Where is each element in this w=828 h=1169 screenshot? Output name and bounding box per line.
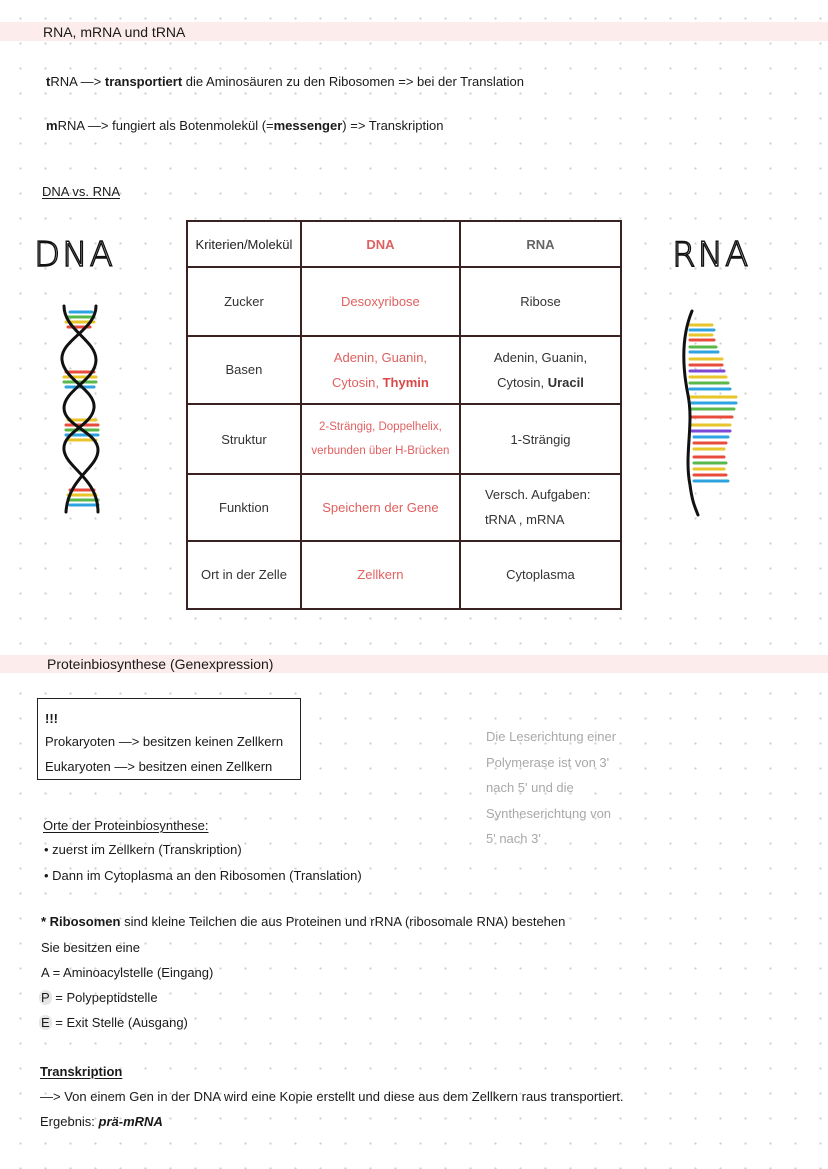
ribosomen-bold: Ribosomen	[49, 914, 121, 929]
ribosomen-line2: Sie besitzen eine	[41, 940, 141, 955]
orte-item: • Dann im Cytoplasma an den Ribosomen (Translation)	[44, 868, 362, 883]
site-e	[39, 1015, 188, 1031]
table-cell: 1-Strängig	[460, 404, 621, 474]
cell-line: Adenin, Guanin,	[333, 349, 428, 365]
ribosomen-line	[41, 914, 565, 930]
cell-text-bold: Thymin	[382, 374, 429, 390]
result-value: prä-mRNA	[98, 1114, 163, 1129]
orte-item: • zuerst im Zellkern (Transkription)	[44, 842, 242, 857]
note-line: nach 5' und die	[486, 780, 574, 795]
trna-rest: die Aminosäuren zu den Ribosomen => bei der Translation	[182, 74, 525, 89]
table-cell: Zucker	[187, 267, 301, 335]
site-e-text: = Exit Stelle (Ausgang)	[51, 1015, 188, 1030]
site-e-letter: E	[41, 1015, 50, 1030]
mrna-mid: RNA —> fungiert als Botenmolekül (=	[57, 118, 274, 133]
table-cell	[460, 474, 621, 540]
dna-label-text: DNA	[34, 236, 115, 272]
table-row	[187, 267, 621, 335]
table-header-cell: DNA	[301, 221, 460, 267]
dna-helix-icon	[50, 300, 120, 520]
mrna-prefix: m	[46, 118, 58, 133]
trna-bold: transportiert	[104, 74, 183, 89]
transkription-result	[40, 1114, 163, 1130]
cell-line: 2-Strängig, Doppelhelix,	[319, 421, 442, 434]
mrna-line	[46, 118, 443, 134]
protein-title: Proteinbiosynthese (Genexpression)	[47, 656, 274, 672]
site-p	[39, 990, 158, 1006]
ribosomen-rest: sind kleine Teilchen die aus Proteinen und rRNA (ribosomale RNA) bestehen	[120, 914, 566, 929]
cell-text-bold: Uracil	[547, 374, 584, 390]
mrna-rest: ) => Transkription	[342, 118, 444, 133]
note-line: Polymerase ist von 3'	[486, 754, 610, 770]
dna-rna-comparison-table	[186, 220, 622, 610]
box-mark: !!!	[45, 711, 58, 726]
transkription-heading: Transkription	[40, 1064, 123, 1079]
note-line: Syntheserichtung von	[486, 805, 612, 821]
box-line-eukaryoten: Eukaryoten —> besitzen einen Zellkern	[45, 759, 273, 774]
rna-label-text: RNA	[672, 236, 751, 272]
cell-line	[465, 370, 616, 395]
cell-line: Adenin, Guanin,	[493, 349, 588, 365]
cell-line	[306, 370, 455, 395]
trna-mid: RNA —>	[50, 74, 105, 89]
rna-handwritten-label	[672, 236, 782, 272]
rna-strand-icon	[678, 305, 748, 520]
cell-types-box	[37, 698, 301, 780]
cell-text: Cytosin,	[332, 374, 383, 390]
site-a: A = Aminoacylstelle (Eingang)	[41, 965, 214, 980]
table-cell: Speichern der Gene	[301, 474, 460, 540]
note-line: 5' nach 3'	[486, 831, 541, 846]
table-cell: Funktion	[187, 474, 301, 540]
table-header-cell: RNA	[460, 221, 621, 267]
site-p-text: = Polypeptidstelle	[51, 990, 158, 1005]
polymerase-note	[486, 724, 646, 852]
table-row	[187, 541, 621, 609]
orte-heading: Orte der Proteinbiosynthese:	[43, 818, 209, 833]
table-cell: Basen	[187, 336, 301, 404]
dna-handwritten-label	[34, 236, 134, 272]
table-cell	[301, 404, 460, 474]
dna-vs-rna-heading: DNA vs. RNA	[42, 184, 121, 199]
mrna-bold: messenger	[273, 118, 343, 133]
table-cell: Struktur	[187, 404, 301, 474]
result-label: Ergebnis:	[40, 1114, 99, 1129]
site-p-letter: P	[41, 990, 50, 1005]
cell-line: verbunden über H-Brücken	[311, 445, 450, 458]
table-cell: Zellkern	[301, 541, 460, 609]
trna-prefix: t	[46, 74, 51, 89]
page-title: RNA, mRNA und tRNA	[43, 24, 186, 40]
table-row	[187, 474, 621, 540]
table-header-cell: Kriterien/Molekül	[187, 221, 301, 267]
ribosomen-star: *	[41, 914, 50, 929]
table-cell	[301, 336, 460, 404]
table-cell: Cytoplasma	[460, 541, 621, 609]
cell-line: Versch. Aufgaben:	[484, 487, 591, 503]
transkription-text: —> Von einem Gen in der DNA wird eine Kopie erstellt und diese aus dem Zellkern raus transportiert.	[40, 1089, 624, 1104]
table-cell: Ribose	[460, 267, 621, 335]
cell-line: tRNA , mRNA	[484, 512, 565, 528]
table-cell	[460, 336, 621, 404]
trna-line	[46, 74, 524, 90]
box-line-prokaryoten: Prokaryoten —> besitzen keinen Zellkern	[45, 734, 284, 749]
cell-text: Cytosin,	[497, 374, 548, 390]
table-header-row	[187, 221, 621, 267]
table-row	[187, 336, 621, 404]
note-line: Die Leserichtung einer	[486, 729, 617, 744]
table-cell: Ort in der Zelle	[187, 541, 301, 609]
table-cell: Desoxyribose	[301, 267, 460, 335]
table-row	[187, 404, 621, 474]
